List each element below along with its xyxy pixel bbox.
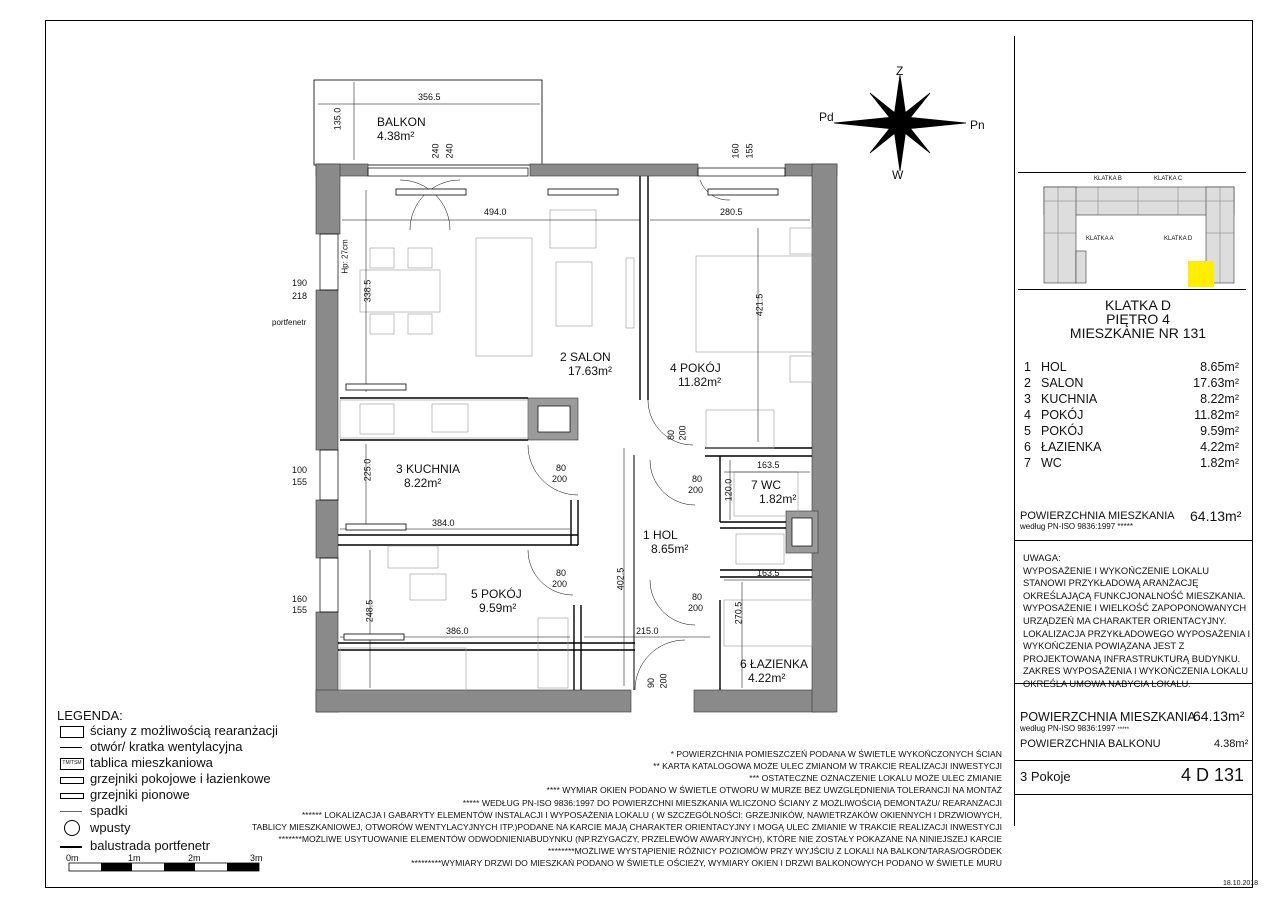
scale-label-2: 2m [188, 853, 201, 863]
compass-west-label: Pd [819, 110, 834, 124]
dim-door-wc-w: 80 [692, 474, 703, 484]
revision-date: 18.10.2018 [1223, 880, 1259, 887]
room-label-pokoj5: 5 POKÓJ 9.59m² [471, 587, 522, 615]
rearrangeable-wall-symbol [60, 726, 84, 738]
compass-north-label: Z [896, 64, 904, 78]
dim-kuchnia-width: 384.0 [432, 518, 455, 528]
dim-pokoj5-width: 386.0 [446, 626, 469, 636]
footnote-7: TABLICY MIESZKANIOWEJ, OTWORÓW WENTYLACYJNYCH ITP.)PODANE NA KARCIE MAJĄ CHARAKTER ORIENTACYJNY I MOGĄ ULEC ZMIANIE W TRAKCIE REALIZACJI INWESTYCJI [251, 822, 1002, 832]
room-label-hol: 1 HOL 8.65m² [643, 528, 689, 556]
dim-balcony-depth: 135.0 [332, 107, 343, 131]
notes-block: UWAGA: WYPOSAŻENIE I WYKOŃCZENIE LOKALU STANOWI PRZYKŁADOWĄ ARANŻACJĘ OKREŚLAJĄCĄ FUNKCJONALNOŚĆ MIESZKANIA. WYPOSAŻENIE I WIELKOŚĆ ZAPOPONOWANYCH URZĄDZEŃ MA CHARAKTER ORIENTACYJNY. LOKALIZACJA PRZYKŁADOWEGO WYPOSAŻENIA I WYKOŃCZENIA POWIĄZANA JEST Z PROJEKTOWANĄ INFRASTRUKTURĄ BUDYNKU. ZAKRES WYPOSAŻENIA I WYKOŃCZENIA LOKALU [1023, 552, 1251, 677]
dim-salon-width: 494.0 [484, 207, 507, 217]
dim-win-218: 218 [292, 291, 308, 301]
room-row-4: 4 POKÓJ 11.82m² [1024, 408, 1239, 422]
dim-laz-depth: 270.5 [733, 601, 744, 625]
dim-hp: Hp: 27cm [340, 239, 350, 274]
area-label-2: POWIERZCHNIA MIESZKANIA [1020, 710, 1196, 724]
dim-door-laz-w: 80 [692, 592, 703, 602]
room-row-2: 2 SALON 17.63m² [1024, 376, 1239, 390]
area-norm: według PN-ISO 9836:1997 ***** [1020, 522, 1133, 531]
radiator-symbol [60, 777, 84, 784]
scale-label-1: 1m [128, 853, 141, 863]
dim-door-240a: 240 [430, 143, 441, 159]
footnote-8: *******MOŻLIWE USYTUOWANIE ELEMENTÓW ODWODNIENIABUDYNKU (NP.RZYGACZY, PRZELEWÓW AWARYJNYCH), KTÓRE NIE ZOSTAŁY POKAZANE NA NINIEJSZEJ KARCIE [278, 834, 1002, 844]
balcony-area-label: POWIERZCHNIA BALKONU [1020, 738, 1161, 750]
drain-icon [64, 820, 80, 836]
tablica-symbol: TM/TSM [60, 758, 84, 770]
footnote-5: ***** WEDŁUG PN-ISO 9836:1997 DO POWIERZCHNI MIESZKANIA WLICZONO ŚCIANY Z MOŻLIWOŚCIĄ DEMONTAŻU/ REARANŻACJI [462, 798, 1002, 808]
room-row-6: 6 ŁAZIENKA 4.22m² [1024, 440, 1239, 454]
dim-wc-depth: 120.0 [723, 478, 734, 502]
dim-door-240b: 240 [444, 143, 455, 159]
footnote-2: ** KARTA KATALOGOWA MOŻE ULEC ZMIANOM W TRAKCIE REALIZACJI INWESTYCJI [653, 761, 1002, 771]
unit-code: 4 D 131 [1181, 765, 1245, 785]
dim-door-laz-h: 200 [688, 603, 704, 613]
vertical-radiator-symbol [60, 793, 84, 799]
area-label: POWIERZCHNIA MIESZKANIA [1020, 510, 1175, 522]
dim-laz-width: 163.5 [757, 568, 780, 578]
site-keyplan [1018, 172, 1246, 290]
dim-win-190: 190 [292, 278, 308, 288]
dim-entry-door-h: 200 [658, 673, 669, 689]
compass-east-label: Pn [970, 118, 985, 132]
klatka-a-label: KLATKA A [1086, 236, 1114, 242]
portfenetr-label: portfenetr [272, 318, 307, 327]
scale-label-0: 0m [66, 853, 79, 863]
room-label-pokoj4: 4 POKÓJ 11.82m² [670, 361, 722, 389]
dim-hol-width: 215.0 [636, 626, 659, 636]
dim-door-wc-h: 200 [688, 485, 704, 495]
legend-title: LEGENDA: [57, 708, 123, 723]
scale-label-3: 3m [250, 853, 263, 863]
dim-door-pokoj4-w: 80 [666, 429, 677, 441]
panel-divider-2 [1014, 683, 1253, 684]
footnote-4: **** WYMIAR OKIEN PODANO W ŚWIETLE OTWORU W MURZE BEZ UWZGLĘDNIENIA TOLERANCJI NA MONTAŻ [546, 785, 1002, 795]
dim-win-155: 155 [744, 143, 755, 159]
dim-win-100: 100 [292, 465, 308, 475]
dim-balcony-width: 356.5 [418, 92, 441, 102]
compass-rose [834, 75, 966, 171]
room-row-1: 1 HOL 8.65m² [1024, 360, 1239, 374]
room-label-wc: 7 WC 1.82m² [751, 478, 797, 506]
room-row-7: 7 WC 1.82m² [1024, 456, 1239, 470]
dim-door-kuchnia-h: 200 [552, 474, 568, 484]
dim-win-155b: 155 [292, 477, 308, 487]
panel-separator [1014, 36, 1015, 826]
dim-win-160: 160 [730, 143, 741, 159]
balustrade-symbol [60, 846, 82, 848]
room-label-kuchnia: 3 KUCHNIA 8.22m² [396, 462, 461, 490]
klatka-b-label: KLATKA B [1094, 176, 1122, 182]
dim-pokoj5-depth: 248.5 [364, 599, 375, 623]
area-value-2: 64.13m² [1193, 708, 1245, 724]
klatka-d-label: KLATKA D [1164, 236, 1193, 242]
dim-door-pokoj4-h: 200 [677, 425, 688, 441]
dim-win-155c: 155 [292, 605, 308, 615]
area-norm-2: według PN-ISO 9836:1997 ***** [1020, 724, 1130, 733]
dim-win-160b: 160 [292, 594, 308, 604]
slope-symbol [60, 811, 82, 812]
footnote-9: ********MOŻLIWE WYSTĄPIENIE RÓŻNICY POZIOMÓW PRZY WYJŚCIU Z LOKALI NA BALKON/TARAS/OGRÓDEK [547, 846, 1002, 856]
room-label-lazienka: 6 ŁAZIENKA 4.22m² [740, 657, 809, 685]
panel-divider-1 [1014, 540, 1253, 541]
dim-entry-door-w: 90 [646, 677, 657, 689]
room-label-salon: 2 SALON 17.63m² [560, 350, 613, 378]
footnote-1: * POWIERZCHNIA POMIESZCZEŃ PODANA W ŚWIETLE WYKOŃCZONYCH ŚCIAN [670, 749, 1002, 759]
dim-kuchnia-depth: 225.0 [362, 458, 373, 482]
compass-south-label: W [892, 168, 904, 182]
dim-salon-depth: 338.5 [362, 279, 373, 303]
dim-pokoj4-depth: 421.5 [754, 293, 765, 317]
area-value: 64.13m² [1190, 508, 1242, 524]
balcony-area-value: 4.38m² [1214, 738, 1249, 750]
footnote-6: ****** LOKALIZACJA I GABARYTY ELEMENTÓW INSTALACJI I WYPOSAŻENIA LOKALU ( W SZCZEGÓLNOŚCI: GRZEJNIKÓW, NAWIETRZAKÓW OKIENNYCH I DRZWIOWYCH, [301, 810, 1002, 820]
room-row-5: 5 POKÓJ 9.59m² [1024, 424, 1239, 438]
klatka-c-label: KLATKA C [1154, 176, 1183, 182]
balcony-label: BALKON 4.38m² [377, 115, 426, 143]
dim-wc-width: 163.5 [757, 460, 780, 470]
unit-title: KLATKA D PIĘTRO 4 MIESZKANIE NR 131 [1069, 297, 1207, 341]
footnote-3: *** OSTATECZNE OZNACZENIE LOKALU MOŻE ULEC ZMIANIE [749, 773, 1002, 783]
dim-door-pokoj5-w: 80 [556, 568, 567, 578]
vent-symbol [60, 747, 82, 748]
panel-divider-4 [1014, 794, 1253, 795]
dim-pokoj4-width: 280.5 [720, 207, 743, 217]
rooms-count: 3 Pokoje [1020, 769, 1071, 784]
dim-door-pokoj5-h: 200 [552, 579, 568, 589]
room-row-3: 3 KUCHNIA 8.22m² [1024, 392, 1239, 406]
panel-divider-3 [1014, 760, 1253, 761]
scale-bar [68, 862, 268, 874]
dim-hol-depth: 402.5 [615, 567, 626, 591]
footnote-10: *********WYMIARY DRZWI DO MIESZKAŃ PODANO W ŚWIETLE OŚCIEŻY, WYMIARY OKIEN I DRZWI BALKONOWYCH PODANO W ŚWIETLE MURU [411, 858, 1002, 868]
dim-door-kuchnia-w: 80 [556, 463, 567, 473]
